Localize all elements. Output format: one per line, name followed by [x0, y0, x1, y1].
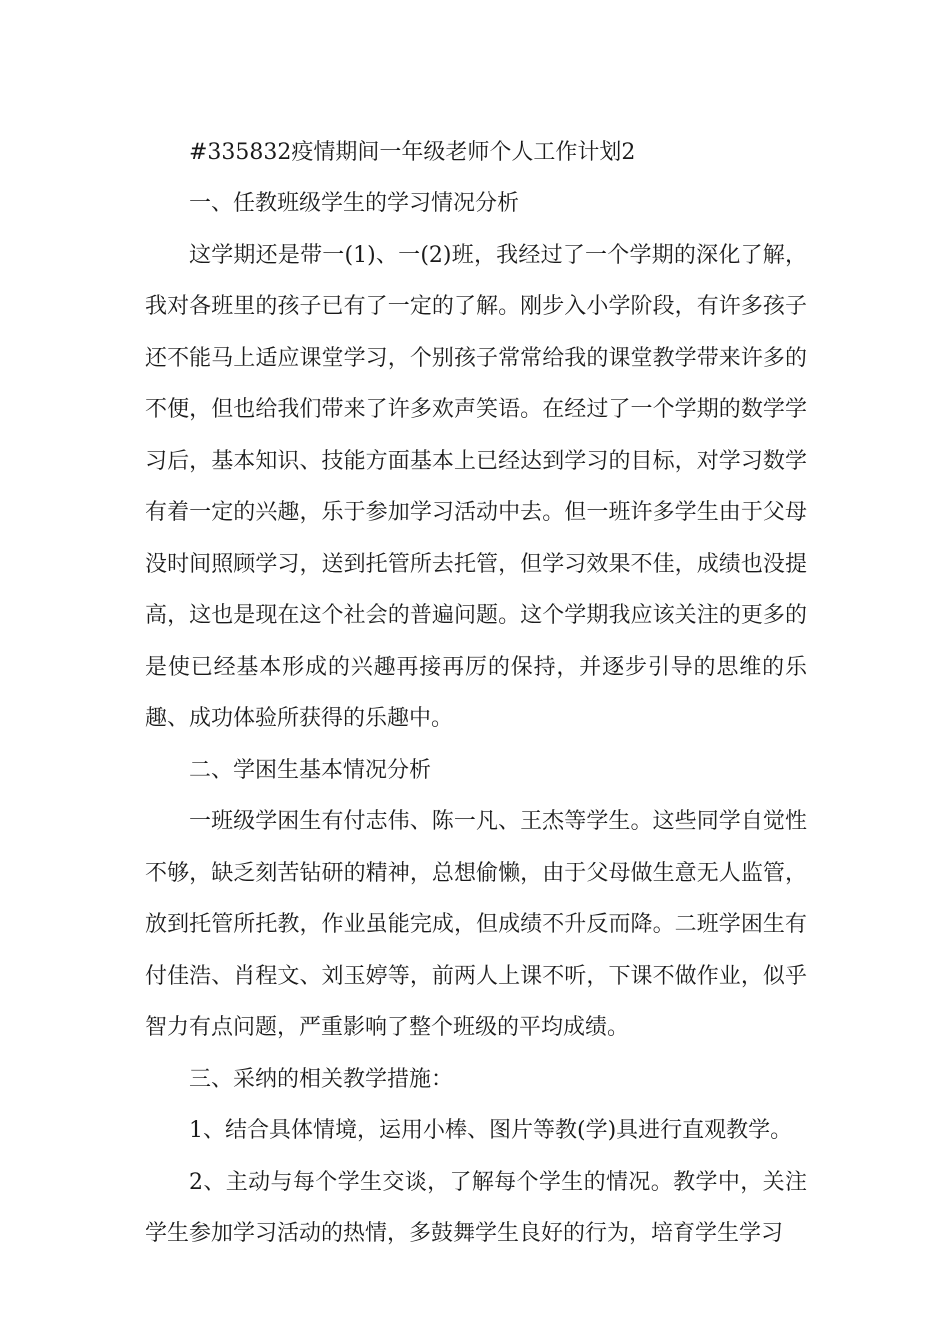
- section-heading-3: 三、采纳的相关教学措施：: [189, 1066, 454, 1092]
- section-2-paragraph-1: 一班级学困生有付志伟、陈一凡、王杰等学生。这些同学自觉性不够，缺乏刻苦钻研的精神，总想偷懒，由于父母做生意无人监管，放到托管所托教，作业虽能完成，但成绩不升反而降。二班学困生有付佳浩、肖程文、刘玉婷等，前两人上课不听，下课不做作业，似乎智力有点问题，严重影响了整个班级的平均成绩。: [145, 809, 807, 1040]
- section-3-paragraph-2: 2、主动与每个学生交谈，了解每个学生的情况。教学中，关注学生参加学习活动的热情，多鼓舞学生良好的行为，培育学生学习: [145, 1169, 807, 1246]
- section-heading-1: 一、任教班级学生的学习情况分析: [189, 191, 520, 216]
- section-heading-2: 二、学困生基本情况分析: [189, 757, 432, 783]
- section-3-paragraph-1: 1、结合具体情境，运用小棒、图片等教(学)具进行直观教学。: [189, 1118, 793, 1143]
- document-body: [145, 128, 807, 1260]
- document-title: #335832疫情期间一年级老师个人工作计划2: [189, 140, 636, 165]
- section-1-paragraph-1: 这学期还是带一(1)、一(2)班，我经过了一个学期的深化了解，我对各班里的孩子已有了一定的了解。刚步入小学阶段，有许多孩子还不能马上适应课堂学习，个别孩子常常给我的课堂教学带来许多的不便，但也给我们带来了许多欢声笑语。在经过了一个学期的数学学习后，基本知识、技能方面基本上已经达到学习的目标，对学习数学有着一定的兴趣，乐于参加学习活动中去。但一班许多学生由于父母没时间照顾学习，送到托管所去托管，但学习效果不佳，成绩也没提高，这也是现在这个社会的普遍问题。这个学期我应该关注的更多的是使已经基本形成的兴趣再接再厉的保持，并逐步引导的思维的乐趣、成功体验所获得的乐趣中。: [145, 242, 807, 731]
